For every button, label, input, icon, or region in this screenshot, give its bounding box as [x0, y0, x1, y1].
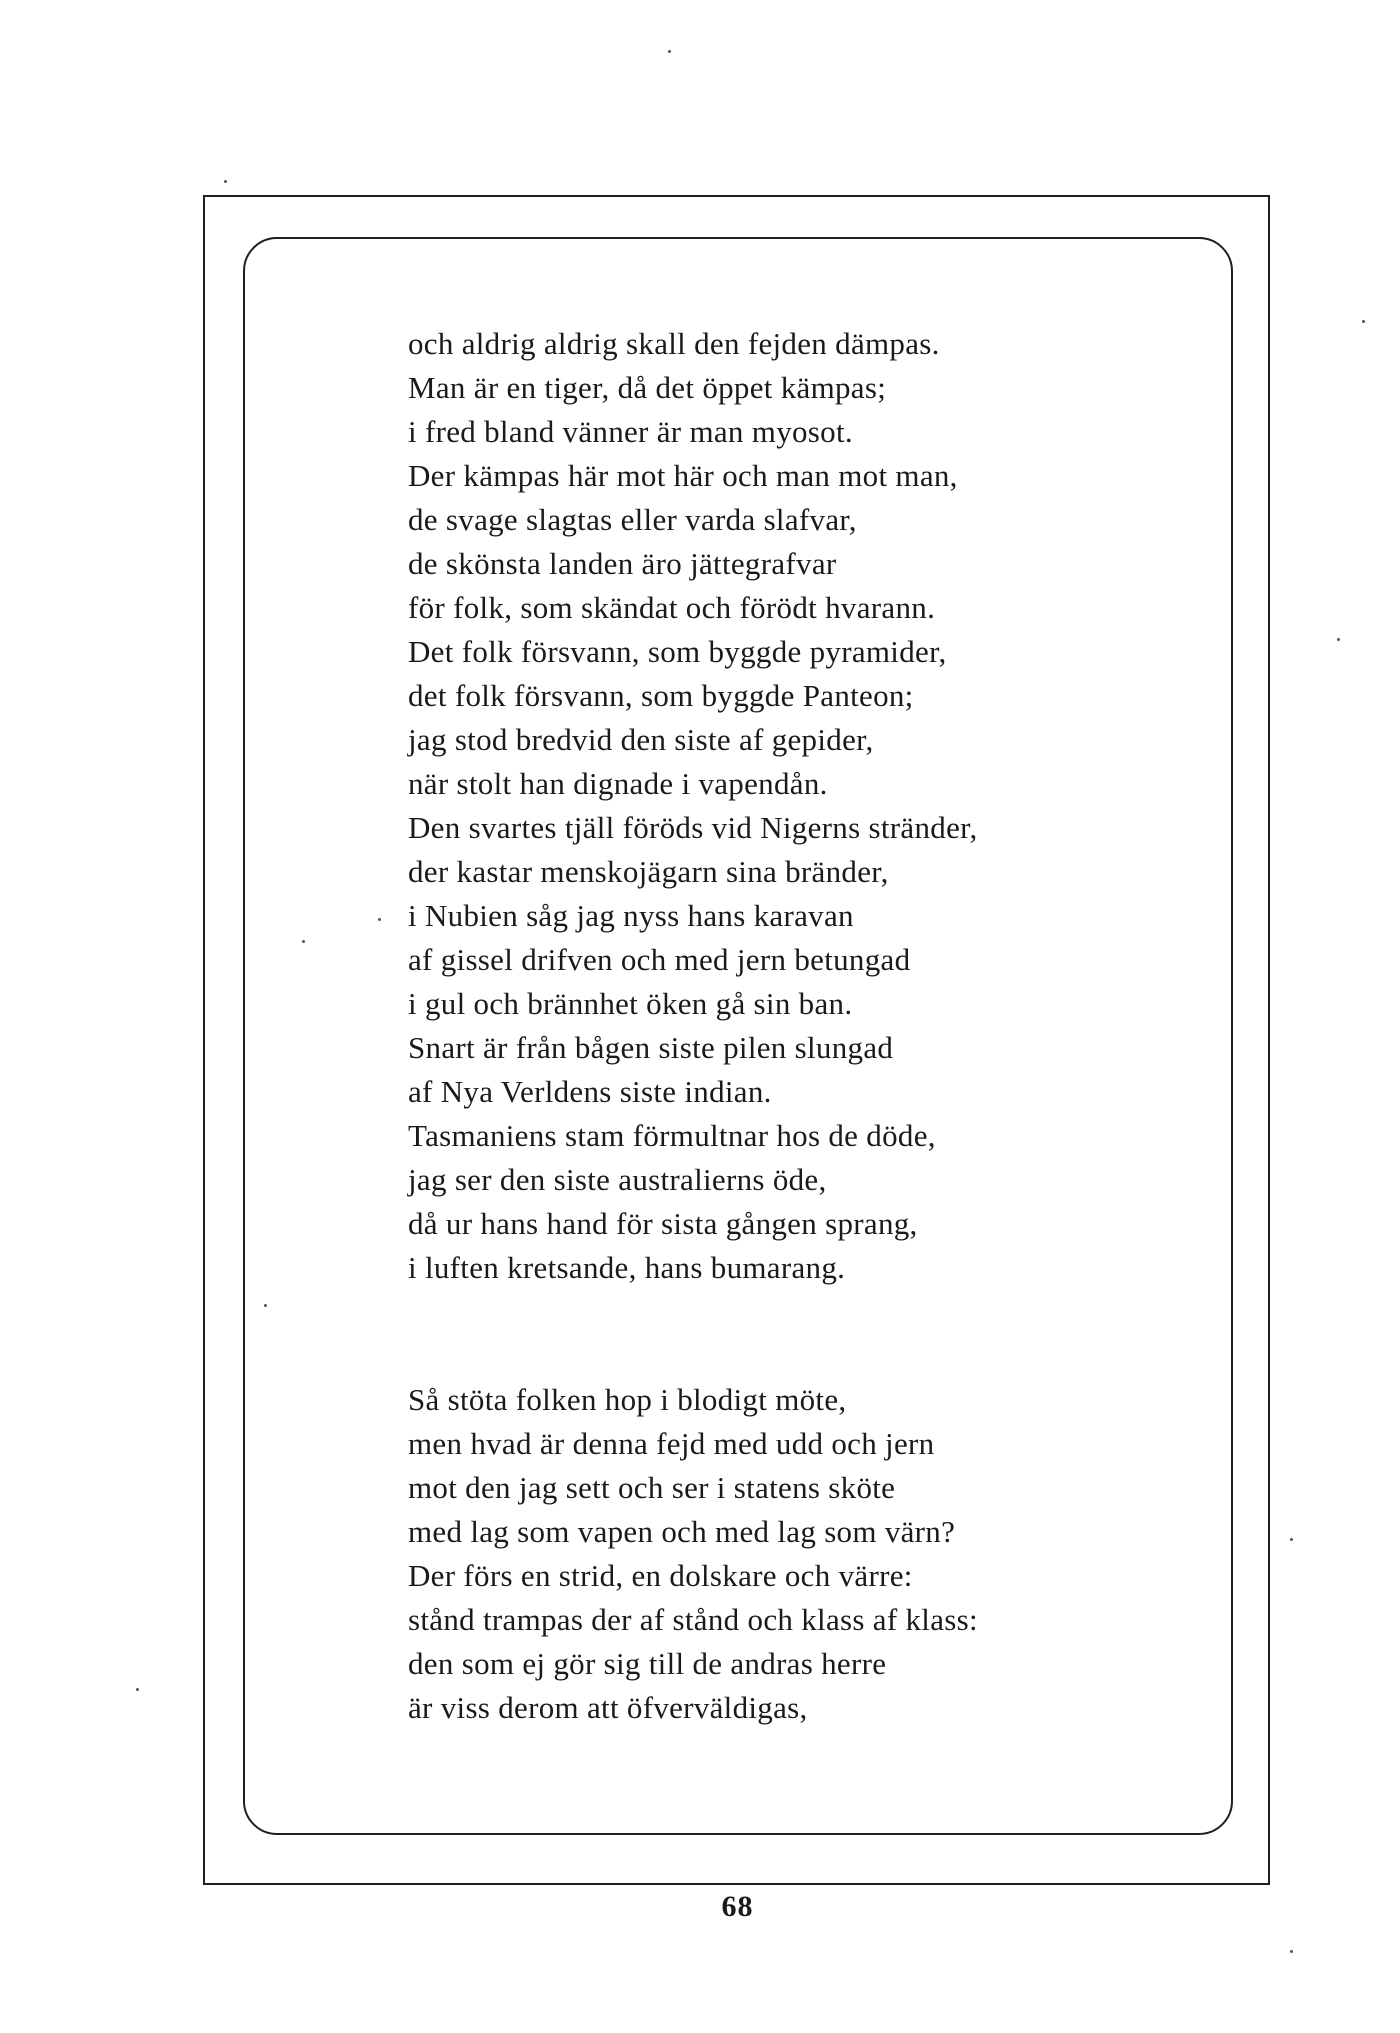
- poem-line: i luften kretsande, hans bumarang.: [408, 1250, 846, 1285]
- poem-line: de svage slagtas eller varda slafvar,: [408, 502, 857, 537]
- poem-line: de skönsta landen äro jättegrafvar: [408, 546, 837, 581]
- poem-line: af Nya Verldens siste indian.: [408, 1074, 772, 1109]
- poem-line: för folk, som skändat och förödt hvarann.: [408, 590, 936, 625]
- scan-speck: [136, 1688, 139, 1691]
- scan-speck: [1290, 1950, 1293, 1953]
- poem-line: med lag som vapen och med lag som värn?: [408, 1514, 956, 1549]
- poem-line: Snart är från bågen siste pilen slungad: [408, 1030, 894, 1065]
- scan-speck: [264, 1304, 267, 1307]
- scan-speck: [302, 940, 305, 943]
- poem-line: jag ser den siste australierns öde,: [408, 1162, 827, 1197]
- poem-line: stånd trampas der af stånd och klass af klass:: [408, 1602, 978, 1637]
- stanza-2: [408, 1378, 1168, 1730]
- scan-speck: [668, 50, 671, 53]
- poem-line: af gissel drifven och med jern betungad: [408, 942, 911, 977]
- scan-speck: [1290, 1538, 1293, 1541]
- poem-line: Der förs en strid, en dolskare och värre:: [408, 1558, 913, 1593]
- poem-line: Så stöta folken hop i blodigt möte,: [408, 1382, 847, 1417]
- scan-speck: [224, 180, 227, 183]
- poem-line: Der kämpas här mot här och man mot man,: [408, 458, 958, 493]
- poem-line: i Nubien såg jag nyss hans karavan: [408, 898, 854, 933]
- page-number: 68: [721, 1890, 754, 1923]
- poem-line: när stolt han dignade i vapendån.: [408, 766, 828, 801]
- poem-line: der kastar menskojägarn sina bränder,: [408, 854, 889, 889]
- poem-line: Den svartes tjäll föröds vid Nigerns stränder,: [408, 810, 978, 845]
- poem-line: mot den jag sett och ser i statens sköte: [408, 1470, 896, 1505]
- scan-speck: [1362, 320, 1365, 323]
- poem-line: då ur hans hand för sista gången sprang,: [408, 1206, 918, 1241]
- scan-speck: [378, 918, 381, 921]
- poem-line: den som ej gör sig till de andras herre: [408, 1646, 887, 1681]
- poem-line: men hvad är denna fejd med udd och jern: [408, 1426, 935, 1461]
- poem-line: Tasmaniens stam förmultnar hos de döde,: [408, 1118, 936, 1153]
- poem-line: Det folk försvann, som byggde pyramider,: [408, 634, 947, 669]
- poem-line: i gul och brännhet öken gå sin ban.: [408, 986, 853, 1021]
- stanza-1: [408, 322, 1168, 1290]
- poem-line: Man är en tiger, då det öppet kämpas;: [408, 370, 887, 405]
- poem-line: och aldrig aldrig skall den fejden dämpas.: [408, 326, 940, 361]
- poem-line: i fred bland vänner är man myosot.: [408, 414, 853, 449]
- poem-line: är viss derom att öfverväldigas,: [408, 1690, 808, 1725]
- scan-speck: [1337, 638, 1340, 641]
- poem-line: det folk försvann, som byggde Panteon;: [408, 678, 914, 713]
- poem-text: [408, 322, 1168, 1730]
- poem-line: jag stod bredvid den siste af gepider,: [408, 722, 874, 757]
